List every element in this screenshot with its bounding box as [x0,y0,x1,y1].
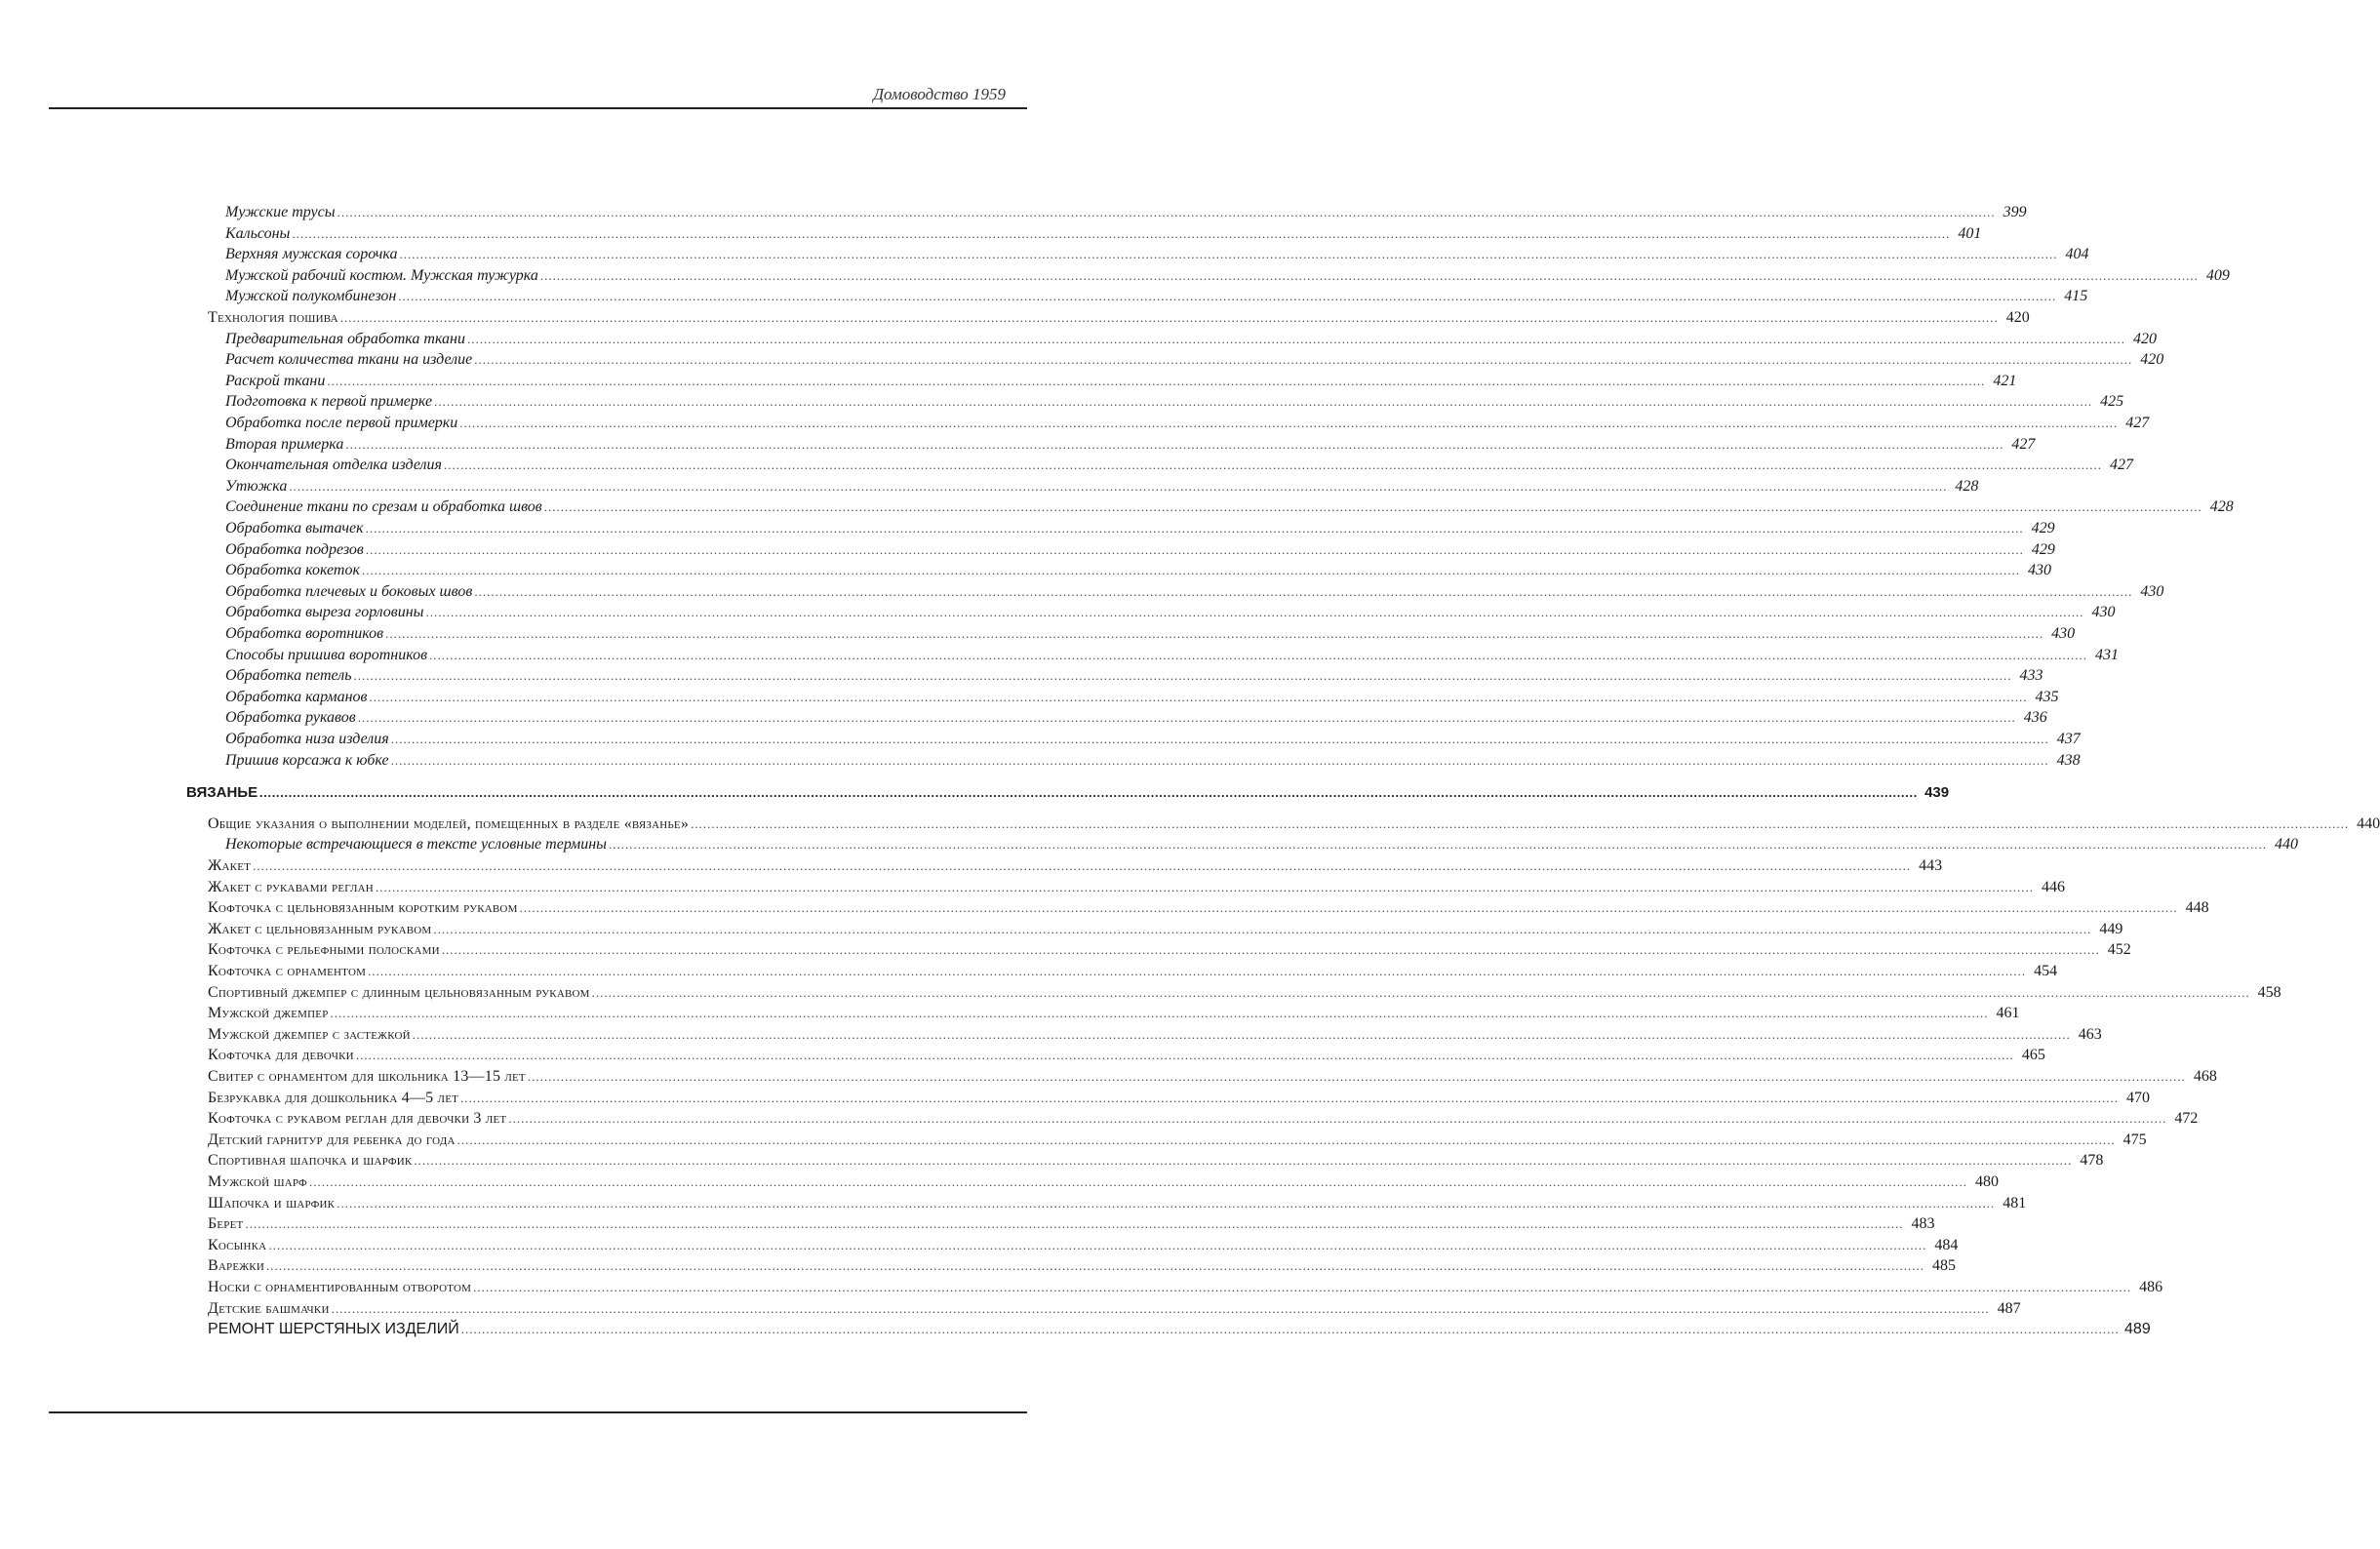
toc-entry-title: Верхняя мужская сорочка [225,246,398,263]
toc-entry-title: Обработка вытачек [225,520,364,536]
toc-entry-title: Кофточка с орнаментом [208,963,367,979]
toc-entry-title: Вторая примерка [225,435,344,453]
toc-leader-dots: ................................................................................................................................................................................................................................................................................................................................................................................................................ [330,1006,1989,1021]
toc-entry-page: 428 [2209,498,2234,516]
toc-entry [208,1088,2151,1108]
toc-entry-page: 470 [2126,1089,2151,1106]
toc-entry-page: 454 [2034,963,2058,979]
toc-entry [225,244,2089,264]
toc-entry-page: 404 [2065,246,2089,263]
toc-entry-page: 472 [2174,1110,2199,1128]
toc-leader-dots: ................................................................................................................................................................................................................................................................................................................................................................................................................ [390,732,2049,746]
toc-entry-title: Обработка подрезов [225,540,364,558]
toc-entry-title: Обработка карманов [225,688,368,705]
toc-entry-title: Обработка низа изделия [225,731,389,747]
toc-entry-title: Обработка воротников [225,625,384,642]
toc-entry [208,877,2065,897]
toc-entry-title: Детский гарнитур для ребенка до года [208,1131,456,1148]
toc-entry [208,1255,1956,1276]
toc-entry [208,1150,2104,1171]
toc-entry-page: 428 [1955,477,1979,495]
toc-leader-dots: ................................................................................................................................................................................................................................................................................................................................................................................................................ [508,1111,2167,1127]
toc-leader-dots: ................................................................................................................................................................................................................................................................................................................................................................................................................ [459,416,2119,430]
toc-entry-title: Кофточка с рукавом реглан для девочки 3 лет [208,1110,507,1128]
toc-entry-page: 436 [2023,709,2047,727]
toc-entry-title: Кофточка для девочки [208,1047,354,1064]
toc-entry-page: 409 [2205,266,2230,284]
toc-leader-dots: ................................................................................................................................................................................................................................................................................................................................................................................................................ [345,436,2004,452]
toc-entry [208,307,2030,328]
toc-entry-title: Обработка рукавов [225,709,356,727]
toc-leader-dots: ................................................................................................................................................................................................................................................................................................................................................................................................................ [591,984,2250,1000]
toc-entry-title: Варежки [208,1257,264,1275]
toc-leader-dots: ................................................................................................................................................................................................................................................................................................................................................................................................................ [425,605,2084,620]
toc-entry-page: 415 [2064,288,2088,305]
toc-entry [208,1066,2217,1087]
toc-entry-page: 480 [1974,1173,1999,1190]
toc-leader-dots: ................................................................................................................................................................................................................................................................................................................................................................................................................ [353,668,2012,684]
toc-leader-dots: ................................................................................................................................................................................................................................................................................................................................................................................................................ [398,289,2057,304]
toc-entry-page: 430 [2027,562,2051,579]
toc-entry-page: 427 [2125,415,2150,431]
toc-entry-title: Предварительная обработка ткани [225,330,465,347]
toc-entry-page: 440 [2357,814,2380,832]
toc-entry-page: 429 [2031,520,2055,536]
toc-leader-dots: ................................................................................................................................................................................................................................................................................................................................................................................................................ [361,563,2020,578]
toc-leader-dots: ................................................................................................................................................................................................................................................................................................................................................................................................................ [412,1026,2071,1042]
toc-entry-page: 489 [2124,1321,2151,1338]
toc-entry-title: Мужской шарф [208,1173,307,1190]
toc-leader-dots: ................................................................................................................................................................................................................................................................................................................................................................................................................ [414,1153,2073,1169]
toc-entry-title: Обработка после первой примерки [225,415,458,431]
toc-leader-dots: ................................................................................................................................................................................................................................................................................................................................................................................................................ [441,942,2100,958]
toc-leader-dots: ................................................................................................................................................................................................................................................................................................................................................................................................................ [365,541,2024,557]
toc-leader-dots: ................................................................................................................................................................................................................................................................................................................................................................................................................ [390,752,2049,768]
toc-leader-dots: ................................................................................................................................................................................................................................................................................................................................................................................................................ [474,352,2133,368]
header-rule [49,107,1027,109]
toc-entry [208,1045,2045,1065]
toc-entry-title: Технология пошива [208,309,338,326]
toc-leader-dots: ................................................................................................................................................................................................................................................................................................................................................................................................................ [385,626,2044,641]
toc-entry-title: Носки с орнаментированным отворотом [208,1279,472,1295]
toc-entry-title: Мужской полукомбинезон [225,288,397,305]
toc-leader-dots: ................................................................................................................................................................................................................................................................................................................................................................................................................ [519,900,2178,916]
toc-leader-dots: ................................................................................................................................................................................................................................................................................................................................................................................................................ [460,1090,2120,1105]
toc-entry-page: 484 [1934,1236,1959,1253]
toc-entry-page: 440 [2275,836,2298,854]
toc-entry [208,1213,1935,1234]
toc-entry-page: 420 [2005,309,2030,326]
toc-entry [225,834,2298,854]
toc-entry [208,897,2209,918]
toc-entry-title: РЕМОНТ ШЕРСТЯНЫХ ИЗДЕЛИЙ [208,1321,459,1338]
toc-entry-title: Обработка выреза горловины [225,604,424,621]
toc-entry [225,645,2120,665]
toc-entry-page: 461 [1996,1005,2020,1022]
toc-leader-dots: ................................................................................................................................................................................................................................................................................................................................................................................................................ [433,921,2092,936]
toc-entry-page: 452 [2107,941,2131,959]
toc-entry-title: Обработка плечевых и боковых швов [225,582,473,600]
toc-entry-page: 435 [2035,688,2059,705]
toc-entry [208,1130,2147,1150]
toc-entry-title: Детские башмачки [208,1299,330,1317]
toc-entry [225,265,2230,286]
toc-entry [208,1235,1959,1255]
toc-entry [225,391,2124,412]
footer-rule [49,1411,1027,1413]
toc-entry [208,1003,2020,1023]
toc-entry-title: Расчет количества ткани на изделие [225,351,473,369]
toc-entry [225,665,2043,686]
toc-leader-dots: ................................................................................................................................................................................................................................................................................................................................................................................................................ [245,1216,1904,1232]
toc-section-heading [186,782,1950,803]
toc-leader-dots: ................................................................................................................................................................................................................................................................................................................................................................................................................ [289,478,1948,494]
toc-entry-title: Некоторые встречающиеся в тексте условные термины [225,836,607,854]
toc-leader-dots: ................................................................................................................................................................................................................................................................................................................................................................................................................ [368,964,2027,978]
toc-entry [208,1024,2102,1045]
toc-entry-page: 427 [2109,457,2133,474]
toc-entry [208,961,2058,981]
toc-entry [225,707,2047,728]
toc-leader-dots: ................................................................................................................................................................................................................................................................................................................................................................................................................ [266,1258,1924,1274]
toc-leader-dots: ................................................................................................................................................................................................................................................................................................................................................................................................................ [339,310,1999,325]
toc-entry [225,455,2133,475]
toc-leader-dots: ................................................................................................................................................................................................................................................................................................................................................................................................................ [337,205,1996,219]
toc-entry-page: 430 [2140,582,2164,600]
toc-entry-page: 485 [1932,1257,1956,1275]
toc-entry [208,1319,2151,1339]
toc-entry-title: Косынка [208,1236,267,1253]
toc-entry-title: Обработка кокеток [225,562,360,579]
toc-leader-dots: ................................................................................................................................................................................................................................................................................................................................................................................................................ [543,499,2202,515]
toc-entry-page: 420 [2140,351,2164,369]
toc-entry-title: Мужской джемпер с застежкой [208,1025,411,1043]
toc-entry-page: 429 [2031,540,2055,558]
toc-entry [225,729,2081,749]
toc-entry-page: 448 [2185,899,2209,917]
toc-entry-title: Способы пришива воротников [225,646,428,663]
toc-entry-page: 421 [1993,372,2017,389]
toc-entry-page: 446 [2041,878,2065,895]
toc-entry [208,1172,1999,1192]
toc-leader-dots: ................................................................................................................................................................................................................................................................................................................................................................................................................ [327,373,1986,388]
toc-entry-title: Обработка петель [225,667,352,685]
toc-leader-dots: ................................................................................................................................................................................................................................................................................................................................................................................................................ [691,815,2350,831]
toc-entry-title: Жакет с цельновязанным рукавом [208,920,432,937]
toc-leader-dots: ................................................................................................................................................................................................................................................................................................................................................................................................................ [259,785,1919,801]
running-head: Домоводство 1959 [873,85,1006,103]
toc-entry [225,371,2017,391]
toc-entry [208,982,2281,1003]
toc-entry [225,687,2059,707]
toc-leader-dots: ................................................................................................................................................................................................................................................................................................................................................................................................................ [473,1280,2132,1294]
toc-leader-dots: ................................................................................................................................................................................................................................................................................................................................................................................................................ [456,1132,2116,1147]
toc-entry [225,539,2055,560]
toc-entry [225,349,2164,370]
toc-leader-dots: ................................................................................................................................................................................................................................................................................................................................................................................................................ [357,710,2016,726]
toc-leader-dots: ................................................................................................................................................................................................................................................................................................................................................................................................................ [337,1195,1996,1211]
toc-entry [225,329,2157,349]
toc-entry-page: 420 [2132,330,2157,347]
toc-leader-dots: ................................................................................................................................................................................................................................................................................................................................................................................................................ [292,225,1951,241]
toc-entry [225,602,2116,622]
toc-entry [225,476,1979,496]
toc-entry-page: 439 [1924,784,1950,802]
toc-entry-page: 433 [2019,667,2043,685]
toc-entry-page: 449 [2099,920,2123,937]
toc-entry-title: Раскрой ткани [225,372,326,389]
toc-entry [208,855,1943,876]
toc-entry-page: 431 [2095,646,2120,663]
toc-leader-dots: ................................................................................................................................................................................................................................................................................................................................................................................................................ [474,583,2133,599]
toc-entry [208,919,2123,939]
toc-entry [225,623,2076,644]
toc-leader-dots: ................................................................................................................................................................................................................................................................................................................................................................................................................ [434,394,2093,410]
toc-leader-dots: ................................................................................................................................................................................................................................................................................................................................................................................................................ [466,331,2125,346]
toc-leader-dots: ................................................................................................................................................................................................................................................................................................................................................................................................................ [375,879,2034,894]
toc-entry-title: Жакет с рукавами реглан [208,878,374,895]
toc-entry-page: 475 [2122,1131,2147,1148]
toc-entry-title: Мужской джемпер [208,1005,329,1022]
toc-entry-page: 486 [2139,1279,2163,1295]
toc-entry-title: Пришив корсажа к юбке [225,751,389,769]
toc-entry-title: Шапочка и шарфик [208,1194,336,1211]
toc-entry-page: 438 [2056,751,2081,769]
toc-entry-title: Жакет [208,857,252,874]
toc-entry-page: 443 [1919,857,1943,874]
toc-entry-page: 427 [2011,435,2036,453]
toc-entry-page: 478 [2080,1152,2104,1170]
toc-entry [225,581,2164,602]
toc-entry-title: Спортивный джемпер с длинным цельновязанным рукавом [208,983,590,1001]
toc-entry-page: 399 [2003,204,2027,220]
toc-leader-dots: ................................................................................................................................................................................................................................................................................................................................................................................................................ [268,1237,1927,1252]
toc-entry-title: Соединение ткани по срезам и обработка швов [225,498,542,516]
toc-entry-title: Свитер с орнаментом для школьника 13—15 лет [208,1068,526,1085]
toc-leader-dots: ................................................................................................................................................................................................................................................................................................................................................................................................................ [460,1322,2120,1337]
toc-entry [225,560,2051,580]
toc-entry-page: 463 [2078,1025,2102,1043]
toc-entry [225,496,2234,517]
toc-entry-page: 483 [1911,1215,1935,1233]
toc-entry-page: 430 [2051,625,2076,642]
toc-entry [225,223,1982,244]
toc-leader-dots: ................................................................................................................................................................................................................................................................................................................................................................................................................ [429,647,2088,662]
toc-entry-page: 430 [2091,604,2116,621]
toc-entry [208,1277,2163,1297]
toc-leader-dots: ................................................................................................................................................................................................................................................................................................................................................................................................................ [443,457,2102,473]
toc-entry-title: Окончательная отделка изделия [225,457,442,474]
toc-entry-title: Подготовка к первой примерке [225,393,433,411]
toc-entry-title: Спортивная шапочка и шарфик [208,1152,413,1170]
toc-entry-page: 458 [2257,983,2281,1001]
toc-entry [225,750,2081,771]
toc-leader-dots: ................................................................................................................................................................................................................................................................................................................................................................................................................ [527,1069,2186,1084]
toc-entry-title: Мужские трусы [225,204,336,220]
toc-entry-title: Кофточка с рельефными полосками [208,941,440,959]
toc-entry [208,814,2380,834]
toc-entry-page: 437 [2056,731,2081,747]
toc-entry [225,413,2150,433]
toc-leader-dots: ................................................................................................................................................................................................................................................................................................................................................................................................................ [609,837,2267,853]
toc-entry-title: Мужской рабочий костюм. Мужская тужурка [225,266,538,284]
toc-entry [208,939,2131,960]
toc-leader-dots: ................................................................................................................................................................................................................................................................................................................................................................................................................ [253,858,1912,873]
toc-entry-title: Берет [208,1215,244,1233]
toc-leader-dots: ................................................................................................................................................................................................................................................................................................................................................................................................................ [369,689,2028,704]
toc-entry-page: 468 [2193,1068,2217,1085]
toc-entry-page: 425 [2100,393,2124,411]
toc-entry-title: Кальсоны [225,224,291,242]
toc-entry-title: Общие указания о выполнении моделей, помещенных в разделе «вязанье» [208,814,690,832]
toc-leader-dots: ................................................................................................................................................................................................................................................................................................................................................................................................................ [331,1300,1990,1316]
toc-entry [208,1193,2027,1213]
toc-entry-title: Кофточка с цельновязанным коротким рукавом [208,899,518,917]
toc-leader-dots: ................................................................................................................................................................................................................................................................................................................................................................................................................ [355,1048,2014,1063]
toc-entry [225,518,2055,538]
toc-leader-dots: ................................................................................................................................................................................................................................................................................................................................................................................................................ [365,521,2024,536]
toc-entry [225,434,2036,455]
toc-leader-dots: ................................................................................................................................................................................................................................................................................................................................................................................................................ [539,267,2199,283]
toc-entry-page: 487 [1997,1299,2021,1317]
toc-entry-title: Безрукавка для дошкольника 4—5 лет [208,1089,459,1106]
toc-entry [225,286,2088,306]
toc-entry [208,1108,2199,1129]
toc-leader-dots: ................................................................................................................................................................................................................................................................................................................................................................................................................ [308,1174,1967,1189]
toc-entry-page: 481 [2003,1194,2027,1211]
toc-entry [225,202,2027,222]
toc-entry [208,1298,2021,1319]
toc-entry-page: 465 [2021,1047,2045,1064]
toc-entry-title: ВЯЗАНЬЕ [186,784,258,802]
toc-entry-page: 401 [1958,224,1982,242]
toc-leader-dots: ................................................................................................................................................................................................................................................................................................................................................................................................................ [399,247,2058,262]
toc-entry-title: Утюжка [225,477,288,495]
